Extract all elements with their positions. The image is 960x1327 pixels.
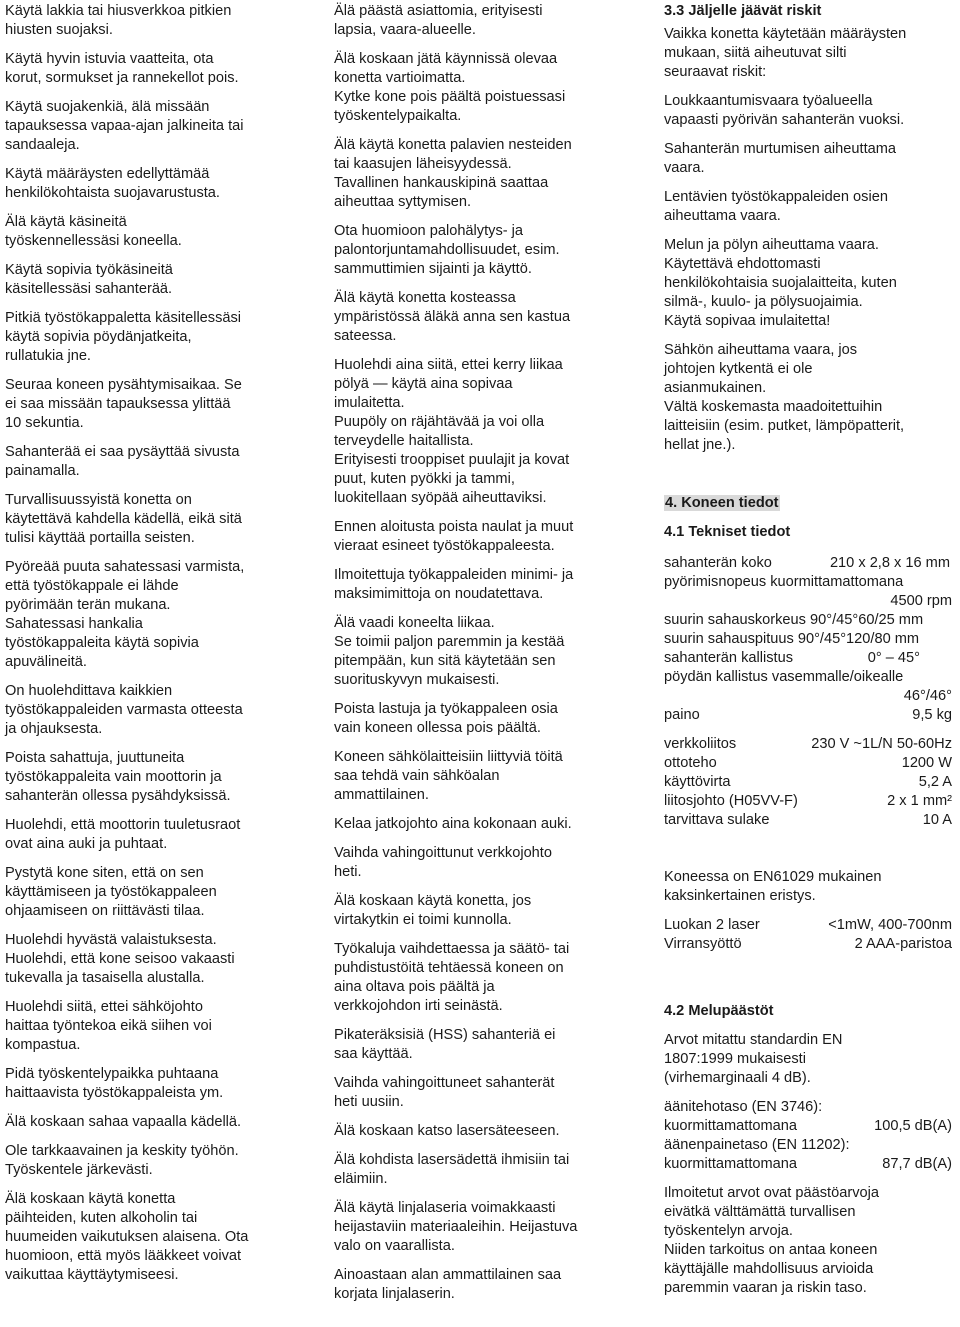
text-line: silmä-, kuulo- ja pölysuojaimia.: [664, 294, 863, 310]
paragraph: [5, 309, 305, 366]
paragraph: [5, 261, 305, 299]
laser-spec-row-value: 2 AAA-paristoa: [854, 936, 952, 952]
text-line: tukevalla ja tasaisella alustalla.: [5, 970, 205, 986]
electric-spec-row-value: 5,2 A: [918, 774, 952, 790]
electric-spec-row: [664, 773, 956, 792]
paragraph: [334, 289, 634, 346]
electric-spec-row: [664, 754, 956, 773]
text-line: aiheuttama vaara.: [664, 208, 781, 224]
text-line: Vaihda vahingoittunut verkkojohto: [334, 845, 552, 861]
electric-spec-row: [664, 811, 956, 830]
paragraph: [334, 892, 634, 930]
text-line: Pitkiä työstökappaletta käsitellessäsi: [5, 310, 242, 326]
noise-power-label2: kuormittamattomana: [664, 1118, 798, 1134]
risk-paragraph: [664, 236, 956, 331]
laser-spec-row-label: Virransyöttö: [664, 936, 742, 952]
text-line: Käytä lakkia tai hiusverkkoa pitkien: [5, 3, 232, 19]
text-line: työstökappaleiden varmasta otteesta: [5, 702, 243, 718]
text-line: Käytä määräysten edellyttämää: [5, 166, 210, 182]
text-line: käytettävä kahdella kädellä, eikä sitä: [5, 511, 242, 527]
text-line: seuraavat riskit:: [664, 64, 767, 80]
spec-weight-value: 9,5 kg: [912, 707, 952, 723]
paragraph: [5, 50, 305, 88]
text-line: pölyä — käytä aina sopivaa: [334, 376, 513, 392]
paragraph: [334, 566, 634, 604]
text-line: Poista lastuja ja työkappaleen osia: [334, 701, 558, 717]
paragraph: [334, 222, 634, 279]
paragraph: [5, 98, 305, 155]
text-line: virtakytkin ei toimi kunnolla.: [334, 912, 512, 928]
text-line: vaikuttaa käyttäytymiseesi.: [5, 1267, 179, 1283]
text-line: sammuttimien sijainti ja käyttö.: [334, 261, 532, 277]
text-line: apuvälineitä.: [5, 654, 87, 670]
text-line: Koneessa on EN61029 mukainen: [664, 869, 882, 885]
paragraph: [5, 443, 305, 481]
paragraph: [5, 376, 305, 433]
text-line: Käytä suojakenkiä, älä missään: [5, 99, 210, 115]
paragraph: [334, 1199, 634, 1256]
risk-paragraph: [664, 92, 956, 130]
text-line: hellat jne.).: [664, 437, 736, 453]
text-line: Niiden tarkoitus on antaa koneen: [664, 1242, 878, 1258]
risk-paragraph: [664, 140, 956, 178]
text-line: 1807:1999 mukaisesti: [664, 1051, 806, 1067]
paragraph: [334, 700, 634, 738]
text-line: painamalla.: [5, 463, 80, 479]
text-line: sateessa.: [334, 328, 397, 344]
column-right: [664, 2, 956, 1308]
text-line: eläimiin.: [334, 1171, 388, 1187]
text-line: Poista sahattuja, juuttuneita: [5, 750, 185, 766]
text-line: Ole tarkkaavainen ja keskity työhön.: [5, 1143, 239, 1159]
paragraph: [5, 2, 305, 40]
text-line: kompastua.: [5, 1037, 81, 1053]
paragraph: [334, 1026, 634, 1064]
paragraph: [5, 491, 305, 548]
text-line: Ilmoitetut arvot ovat päästöarvoja: [664, 1185, 879, 1201]
text-line: Pystytä kone siten, että on sen: [5, 865, 204, 881]
text-line: suorituskyvyn mukaisesti.: [334, 672, 500, 688]
text-line: Kelaa jatkojohto aina kokonaan auki.: [334, 816, 572, 832]
paragraph: [334, 2, 634, 40]
noise-power-row: [664, 1117, 956, 1136]
spec-block: [664, 554, 956, 725]
text-line: haittaa työntekoa eikä siihen voi: [5, 1018, 212, 1034]
text-line: aiheuttaa syttymisen.: [334, 194, 472, 210]
text-line: ovat aina auki ja puhtaat.: [5, 836, 168, 852]
text-line: Vaikka konetta käytetään määräysten: [664, 26, 907, 42]
spec-weight-label: paino: [664, 707, 700, 723]
text-line: henkilökohtaista suojavarustusta.: [5, 185, 220, 201]
electric-spec-row-value: 1200 W: [901, 755, 952, 771]
text-line: käyttäjälle mahdollisuus arvioida: [664, 1261, 874, 1277]
text-line: Älä koskaan sahaa vapaalla kädellä.: [5, 1114, 242, 1130]
text-line: puut, kuten pyökki ja tammi,: [334, 471, 515, 487]
text-line: Älä kohdista lasersädettä ihmisiin tai: [334, 1152, 570, 1168]
text-line: sahanterän ollessa pysähdyksissä.: [5, 788, 231, 804]
text-line: Työkaluja vaihdettaessa ja säätö- tai: [334, 941, 570, 957]
noise-outro: [664, 1184, 956, 1298]
text-line: konetta vartioimatta.: [334, 70, 466, 86]
noise-pressure-label: äänenpainetaso (EN 11202):: [664, 1137, 850, 1153]
text-line: Huolehdi, että kone seisoo vakaasti: [5, 951, 235, 967]
paragraph: [5, 816, 305, 854]
text-line: vaara.: [664, 160, 705, 176]
text-line: ei saa missään tapauksessa ylittää: [5, 396, 231, 412]
laser-spec-row-label: Luokan 2 laser: [664, 917, 760, 933]
text-line: Sahatessasi hankalia: [5, 616, 143, 632]
text-line: asianmukainen.: [664, 380, 767, 396]
electric-spec-row-label: tarvittava sulake: [664, 812, 770, 828]
text-line: (virhemarginaali 4 dB).: [664, 1070, 811, 1086]
heading-technical-data: 4.1 Tekniset tiedot: [664, 524, 791, 540]
text-line: Sahanterää ei saa pysäyttää sivusta: [5, 444, 240, 460]
paragraph: [5, 864, 305, 921]
text-line: saa tehdä vain sähköalan: [334, 768, 500, 784]
text-line: Älä käytä konetta kosteassa: [334, 290, 516, 306]
paragraph: [5, 1190, 305, 1285]
paragraph: [334, 356, 634, 508]
electric-spec-row: [664, 735, 956, 754]
text-line: Erityisesti trooppiset puulajit ja kovat: [334, 452, 570, 468]
text-line: tulisi käyttää portailla seisten.: [5, 530, 195, 546]
text-line: sandaaleja.: [5, 137, 80, 153]
spec-tilt-label: sahanterän kallistus: [664, 650, 793, 666]
text-line: Vältä koskemasta maadoitettuihin: [664, 399, 883, 415]
text-line: Älä käytä konetta palavien nesteiden: [334, 137, 572, 153]
text-line: Huolehdi hyvästä valaistuksesta.: [5, 932, 217, 948]
text-line: imulaitetta.: [334, 395, 405, 411]
text-line: Lentävien työstökappaleiden osien: [664, 189, 888, 205]
text-line: työstökappaleita käytä sopivia: [5, 635, 199, 651]
noise-power-value: 100,5 dB(A): [874, 1118, 952, 1134]
column-left: [5, 2, 305, 1295]
text-line: Puupöly on räjähtävää ja voi olla: [334, 414, 545, 430]
text-line: pitempään, kun sitä käytetään sen: [334, 653, 556, 669]
text-line: päihteiden, kuten alkoholin tai: [5, 1210, 198, 1226]
noise-power-label: äänitehotaso (EN 3746):: [664, 1099, 823, 1115]
text-line: Huolehdi, että moottorin tuuletusraot: [5, 817, 241, 833]
text-line: Älä käytä käsineitä: [5, 214, 127, 230]
text-line: verkkojohdon irti seinästä.: [334, 998, 503, 1014]
text-line: Huolehdi siitä, ettei sähköjohto: [5, 999, 203, 1015]
laser-spec-row: [664, 935, 956, 954]
text-line: ammattilainen.: [334, 787, 429, 803]
text-line: käsitellessäsi sahanterää.: [5, 281, 173, 297]
text-line: Pyöreää puuta sahatessasi varmista,: [5, 559, 245, 575]
text-line: rullatukia jne.: [5, 348, 91, 364]
text-line: laitteisiin (esim. putket, lämpöpatterit,: [664, 418, 905, 434]
text-line: Ainoastaan alan ammattilainen saa: [334, 1267, 562, 1283]
text-line: heti uusiin.: [334, 1094, 404, 1110]
text-line: Älä koskaan käytä konetta, jos: [334, 893, 532, 909]
text-line: Sahanterän murtumisen aiheuttama: [664, 141, 897, 157]
spec-speed-label: pyörimisnopeus kuormittamattomana: [664, 574, 904, 590]
spec-depth1: suurin sahauskorkeus 90°/45°60/25 mm: [664, 612, 924, 628]
heading-residual-risks: 3.3 Jäljelle jäävät riskit: [664, 3, 822, 19]
paragraph: [5, 749, 305, 806]
paragraph: [5, 1113, 305, 1132]
laser-specs: [664, 916, 956, 954]
text-line: työstökappaleita vain moottorin ja: [5, 769, 222, 785]
text-line: eivätkä välttämättä turvallisen: [664, 1204, 856, 1220]
text-line: Vaihda vahingoittuneet sahanterät: [334, 1075, 555, 1091]
text-line: Melun ja pölyn aiheuttama vaara.: [664, 237, 879, 253]
text-line: huomioon, että myös lääkkeet voivat: [5, 1248, 242, 1264]
text-line: heijastaviin materiaaleihin. Heijastuva: [334, 1219, 578, 1235]
laser-spec-row: [664, 916, 956, 935]
text-line: Älä päästä asiattomia, erityisesti: [334, 3, 543, 19]
text-line: Tavallinen hankauskipinä saattaa: [334, 175, 549, 191]
text-line: Ilmoitettuja työkappaleiden minimi- ja: [334, 567, 574, 583]
paragraph: [5, 213, 305, 251]
text-line: aina oltava pois päältä ja: [334, 979, 495, 995]
paragraph: [334, 136, 634, 212]
text-line: ohjaamiseen on riittävästi tilaa.: [5, 903, 205, 919]
text-line: 10 sekuntia.: [5, 415, 84, 431]
electric-spec-row-label: verkkoliitos: [664, 736, 737, 752]
text-line: vain koneen ollessa pois päältä.: [334, 720, 541, 736]
paragraph: [334, 50, 634, 126]
text-line: huumeiden vaikutuksen alaisena. Ota: [5, 1229, 249, 1245]
noise-pressure-value: 87,7 dB(A): [882, 1156, 952, 1172]
text-line: haittaavista työstökappaleista ym.: [5, 1085, 224, 1101]
text-line: työskentelyn arvoja.: [664, 1223, 793, 1239]
text-line: käytä sopivia pöydänjatkeita,: [5, 329, 192, 345]
text-line: käyttämiseen ja työstökappaleen: [5, 884, 217, 900]
noise-pressure-label2: kuormittamattomana: [664, 1156, 798, 1172]
text-line: Arvot mitattu standardin EN: [664, 1032, 843, 1048]
text-line: On huolehdittava kaikkien: [5, 683, 173, 699]
text-line: korut, sormukset ja rannekellot pois.: [5, 70, 239, 86]
text-line: henkilökohtaisia suojalaitteita, kuten: [664, 275, 897, 291]
electric-spec-row: [664, 792, 956, 811]
text-line: hiusten suojaksi.: [5, 22, 113, 38]
text-line: Loukkaantumisvaara työalueella: [664, 93, 873, 109]
text-line: Käytettävä ehdottomasti: [664, 256, 821, 272]
paragraph: [334, 1266, 634, 1304]
paragraph: [5, 165, 305, 203]
text-line: Käytä sopivia työkäsineitä: [5, 262, 173, 278]
text-line: puhdistustöitä tehtäessä koneen on: [334, 960, 564, 976]
spec-depth2: suurin sahauspituus 90°/45°120/80 mm: [664, 631, 920, 647]
text-line: vapaasti pyörivän sahanterän vuoksi.: [664, 112, 905, 128]
paragraph: [334, 1122, 634, 1141]
text-line: lapsia, vaara-alueelle.: [334, 22, 476, 38]
text-line: Huolehdi aina siitä, ettei kerry liikaa: [334, 357, 563, 373]
risk-paragraph: [664, 25, 956, 82]
noise-pressure-row: [664, 1155, 956, 1174]
paragraph: [334, 815, 634, 834]
paragraph: [334, 1074, 634, 1112]
text-line: terveydelle haitallista.: [334, 433, 474, 449]
text-line: Ennen aloitusta poista naulat ja muut: [334, 519, 574, 535]
text-line: Turvallisuussyistä konetta on: [5, 492, 192, 508]
spec-tilt-row: [664, 649, 956, 668]
text-line: työskentelypaikalta.: [334, 108, 462, 124]
paragraph: [5, 1142, 305, 1180]
text-line: Työskentele järkevästi.: [5, 1162, 153, 1178]
spec-blade-label: sahanterän koko: [664, 555, 772, 571]
text-line: korjata linjalaserin.: [334, 1286, 455, 1302]
insulation-note: [664, 868, 956, 906]
heading-machine-data-text: 4. Koneen tiedot: [665, 495, 779, 511]
text-line: ympäristössä äläkä anna sen kastua: [334, 309, 571, 325]
paragraph: [334, 1151, 634, 1189]
text-line: ja ohjauksesta.: [5, 721, 103, 737]
text-line: valo on vaarallista.: [334, 1238, 455, 1254]
text-line: työskennellessäsi koneella.: [5, 233, 182, 249]
spec-weight-row: [664, 706, 956, 725]
paragraph: [5, 998, 305, 1055]
text-line: tai kaasujen läheisyydessä.: [334, 156, 512, 172]
paragraph: [334, 940, 634, 1016]
paragraph: [334, 518, 634, 556]
text-line: maksimimittoja on noudatettava.: [334, 586, 544, 602]
text-line: Käytä sopivaa imulaitetta!: [664, 313, 831, 329]
text-line: Pikateräksisiä (HSS) sahanteriä ei: [334, 1027, 556, 1043]
text-line: Se toimii paljon paremmin ja kestää: [334, 634, 565, 650]
paragraph: [334, 614, 634, 690]
text-line: Sähkön aiheuttama vaara, jos: [664, 342, 858, 358]
paragraph: [5, 931, 305, 988]
text-line: Älä koskaan käytä konetta: [5, 1191, 176, 1207]
text-line: Koneen sähkölaitteisiin liittyviä töitä: [334, 749, 563, 765]
text-line: kaksinkertainen eristys.: [664, 888, 816, 904]
text-line: mukaan, siitä aiheutuvat silti: [664, 45, 847, 61]
column-middle: [334, 2, 634, 1314]
text-line: Seuraa koneen pysähtymisaikaa. Se: [5, 377, 242, 393]
text-line: heti.: [334, 864, 362, 880]
text-line: paremmin vaaran ja riskin taso.: [664, 1280, 867, 1296]
laser-spec-row-value: <1mW, 400-700nm: [828, 917, 952, 933]
text-line: vieraat esineet työstökappaleesta.: [334, 538, 555, 554]
text-line: Pidä työskentelypaikka puhtaana: [5, 1066, 219, 1082]
spec-table-value: 46°/46°: [903, 688, 952, 704]
electric-specs: [664, 735, 956, 830]
text-line: Älä koskaan katso lasersäteeseen.: [334, 1123, 560, 1139]
text-line: että työstökappale ei lähde: [5, 578, 179, 594]
text-line: Älä koskaan jätä käynnissä olevaa: [334, 51, 558, 67]
text-line: tapauksessa vapaa-ajan jalkineita tai: [5, 118, 244, 134]
paragraph: [334, 844, 634, 882]
electric-spec-row-label: käyttövirta: [664, 774, 731, 790]
electric-spec-row-label: ottoteho: [664, 755, 717, 771]
spec-blade-value: 210 x 2,8 x 16 mm: [829, 555, 950, 571]
paragraph: [5, 1065, 305, 1103]
text-line: Ota huomioon palohälytys- ja: [334, 223, 524, 239]
electric-spec-row-label: liitosjohto (H05VV-F): [664, 793, 798, 809]
spec-tilt-value: 0° – 45°: [867, 650, 920, 666]
spec-blade-row: [664, 554, 956, 573]
spec-speed-value: 4500 rpm: [890, 593, 952, 609]
text-line: saa käyttää.: [334, 1046, 413, 1062]
text-line: palontorjuntamahdollisuudet, esim.: [334, 242, 560, 258]
noise-values: [664, 1098, 956, 1174]
text-line: luokitellaan syöpää aiheuttaviksi.: [334, 490, 547, 506]
text-line: pyörimään terän mukana.: [5, 597, 171, 613]
text-line: Älä vaadi koneelta liikaa.: [334, 615, 495, 631]
electric-spec-row-value: 10 A: [922, 812, 952, 828]
text-line: johtojen kytkentä ei ole: [664, 361, 813, 377]
risk-paragraph: [664, 341, 956, 455]
electric-spec-row-value: 2 x 1 mm²: [887, 793, 952, 809]
text-line: Älä käytä linjalaseria voimakkaasti: [334, 1200, 556, 1216]
noise-intro: [664, 1031, 956, 1088]
electric-spec-row-value: 230 V ~1L/N 50-60Hz: [811, 736, 952, 752]
spec-table-label: pöydän kallistus vasemmalle/oikealle: [664, 669, 904, 685]
text-line: Kytke kone pois päältä poistuessasi: [334, 89, 566, 105]
text-line: Käytä hyvin istuvia vaatteita, ota: [5, 51, 214, 67]
paragraph: [334, 748, 634, 805]
risks-list: [664, 25, 956, 455]
heading-machine-data: [664, 494, 956, 513]
heading-noise: 4.2 Melupäästöt: [664, 1003, 774, 1019]
paragraph: [5, 558, 305, 672]
paragraph: [5, 682, 305, 739]
risk-paragraph: [664, 188, 956, 226]
